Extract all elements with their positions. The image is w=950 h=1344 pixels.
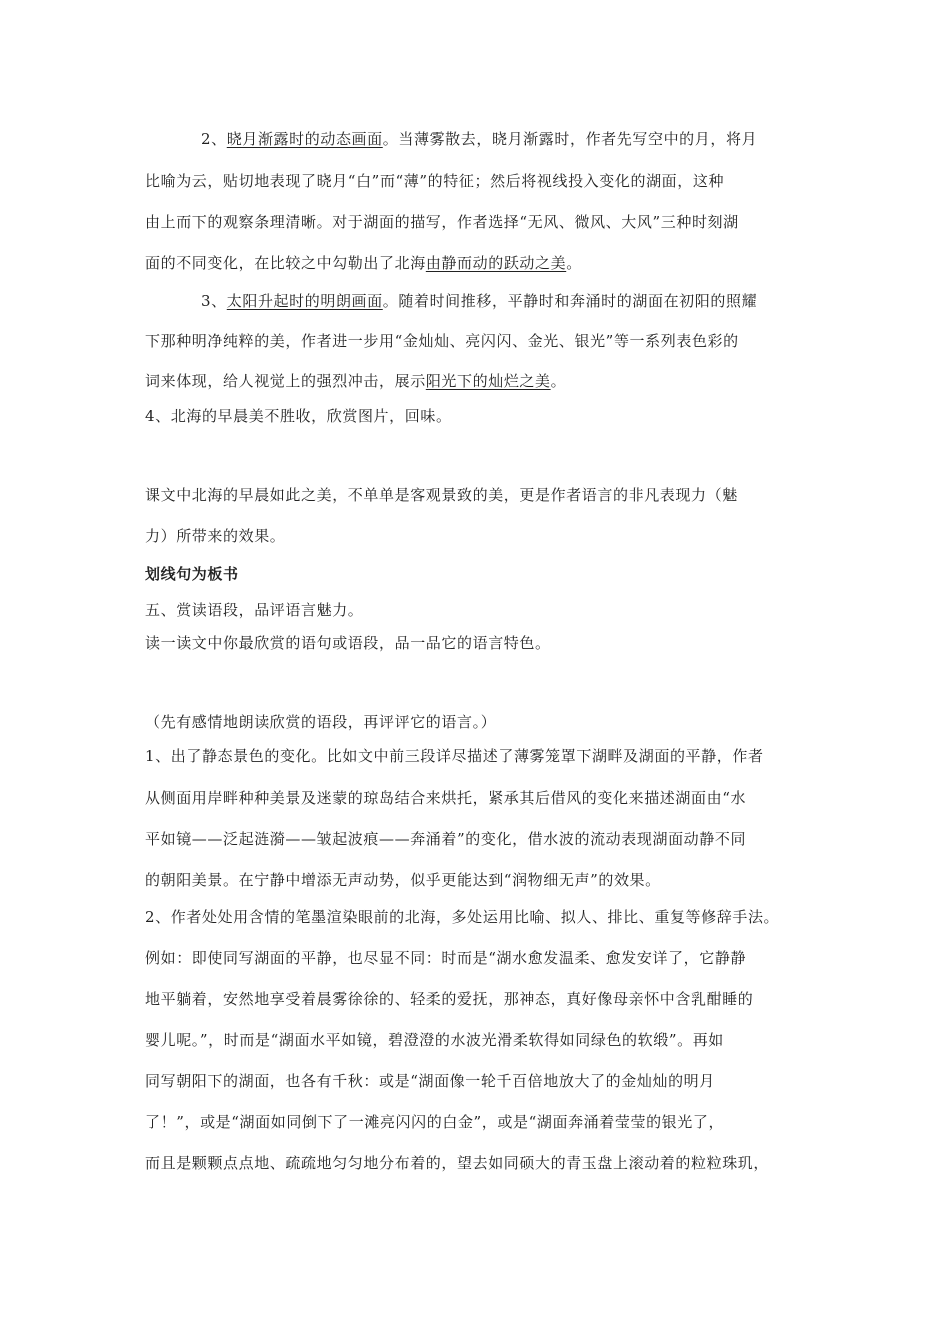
section-3-line-2: 下那种明净纯粹的美，作者进一步用“金灿灿、亮闪闪、金光、银光”等一系列表色彩的 bbox=[145, 332, 739, 350]
summary-line-2: 力）所带来的效果。 bbox=[145, 527, 286, 545]
section-3-line-1 bbox=[201, 290, 757, 311]
section-2-line-2: 比喻为云，贴切地表现了晓月“白”而“薄”的特征；然后将视线投入变化的湖面，这种 bbox=[145, 172, 725, 190]
section-3-line-3-text: 词来体现，给人视觉上的强烈冲击，展示 bbox=[145, 372, 426, 390]
section-2-number: 2、 bbox=[201, 130, 227, 148]
section-5-heading: 五、赏读语段，品评语言魅力。 bbox=[145, 601, 364, 619]
summary-line-1: 课文中北海的早晨如此之美，不单单是客观景致的美，更是作者语言的非凡表现力（魅 bbox=[145, 486, 738, 504]
section-5-task: 读一读文中你最欣赏的语句或语段，品一品它的语言特色。 bbox=[145, 634, 551, 652]
point-2-line-7: 而且是颗颗点点地、疏疏地匀匀地分布着的，望去如同硕大的青玉盘上滚动着的粒粒珠玑， bbox=[145, 1154, 770, 1172]
point-1-line-3: 平如镜——泛起涟漪——皱起波痕——奔涌着”的变化，借水波的流动表现湖面动静不同 bbox=[145, 830, 747, 848]
section-2-line-1 bbox=[201, 128, 757, 149]
section-3-underlined-phrase: 阳光下的灿烂之美 bbox=[425, 372, 551, 390]
point-2-line-1: 2、作者处处用含情的笔墨渲染眼前的北海，多处运用比喻、拟人、排比、重复等修辞手法。 bbox=[145, 908, 780, 926]
section-3-line-3 bbox=[145, 370, 566, 391]
section-3-number: 3、 bbox=[201, 292, 227, 310]
section-2-line-4 bbox=[145, 252, 582, 273]
point-1-line-4: 的朝阳美景。在宁静中增添无声动势，似乎更能达到“润物细无声”的效果。 bbox=[145, 871, 661, 889]
section-2-line-4-text: 面的不同变化，在比较之中勾勒出了北海 bbox=[145, 254, 426, 272]
section-2-underlined-phrase: 由静而动的跃动之美 bbox=[425, 254, 567, 272]
point-2-line-3: 地平躺着，安然地享受着晨雾徐徐的、轻柔的爱抚，那神态，真好像母亲怀中含乳酣睡的 bbox=[145, 990, 754, 1008]
section-3-line-3-end: 。 bbox=[550, 372, 567, 390]
section-5-note: （先有感情地朗读欣赏的语段，再评评它的语言。） bbox=[145, 713, 497, 731]
point-1-line-1: 1、出了静态景色的变化。比如文中前三段详尽描述了薄雾笼罩下湖畔及湖面的平静，作者 bbox=[145, 747, 764, 765]
point-1-line-2: 从侧面用岸畔种种美景及迷蒙的琼岛结合来烘托，紧承其后借风的变化来描述湖面由“水 bbox=[145, 789, 747, 807]
point-2-line-2: 例如：即使同写湖面的平静，也尽显不同：时而是“湖水愈发温柔、愈发安详了，它静静 bbox=[145, 949, 747, 967]
section-3-text: 。随着时间推移，平静时和奔涌时的湖面在初阳的照耀 bbox=[382, 292, 758, 310]
point-2-line-5: 同写朝阳下的湖面，也各有千秋：或是“湖面像一轮千百倍地放大了的金灿灿的明月 bbox=[145, 1072, 715, 1090]
section-3-title-underlined: 太阳升起时的明朗画面 bbox=[226, 292, 383, 310]
point-2-line-6: 了！”，或是“湖面如同倒下了一滩亮闪闪的白金”，或是“湖面奔涌着莹莹的银光了， bbox=[145, 1113, 725, 1131]
section-2-line-3: 由上而下的观察条理清晰。对于湖面的描写，作者选择“无风、微风、大风”三种时刻湖 bbox=[145, 213, 739, 231]
section-2-text: 。当薄雾散去，晓月渐露时，作者先写空中的月，将月 bbox=[382, 130, 758, 148]
section-4-line: 4、北海的早晨美不胜收，欣赏图片，回味。 bbox=[145, 407, 452, 425]
section-2-line-4-end: 。 bbox=[566, 254, 582, 272]
section-2-title-underlined: 晓月渐露时的动态画面 bbox=[226, 130, 383, 148]
board-note: 划线句为板书 bbox=[145, 565, 239, 583]
point-2-line-4: 婴儿呢。”，时而是“湖面水平如镜，碧澄澄的水波光滑柔软得如同绿色的软缎”。再如 bbox=[145, 1031, 724, 1049]
